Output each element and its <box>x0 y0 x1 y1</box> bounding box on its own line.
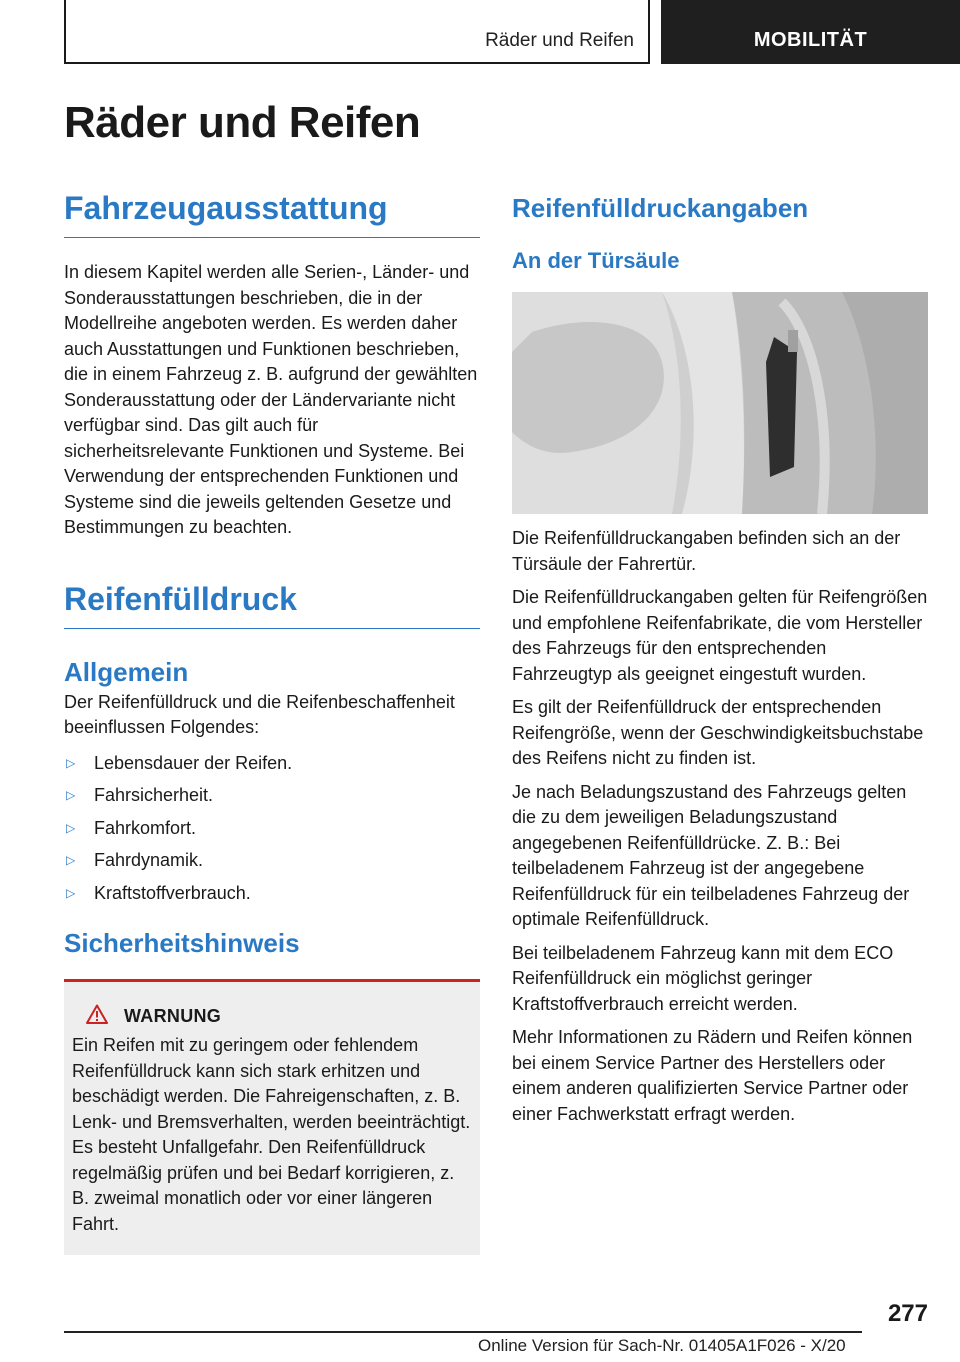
warning-triangle-icon <box>86 1004 108 1029</box>
heading-fahrzeugausstattung: Fahrzeugausstattung <box>64 190 480 238</box>
triangle-right-icon: ▷ <box>66 788 76 802</box>
allgemein-text: Der Reifenfülldruck und die Reifenbeschaffenheit beeinflussen Folgendes: <box>64 691 455 737</box>
warning-header <box>72 1004 472 1029</box>
warning-text: Ein Reifen mit zu geringem oder fehlendem Reifenfülldruck kann sich stark erhitzen und beschädigt werden. Die Fahreigenschaften, z. B. Lenk- und Bremsverhalten, werden beeinträchtigt. Es besteht Unfallgefahr. Den Reifenfülldruck regelmäßig prüfen und bei Bedarf korrigieren, z. B. zweimal monatlich oder vor einer längeren Fahrt. <box>72 1035 471 1234</box>
triangle-right-icon: ▷ <box>66 755 76 770</box>
list-item: ▷ Lebensdauer der Reifen. <box>64 751 480 777</box>
paragraph: Mehr Informationen zu Rädern und Reifen können bei einem Service Partner des Herstellers oder einem anderen qualifizierten Service Partner oder einer Fachwerkstatt erfragt werden. <box>512 1027 913 1124</box>
heading-reifenfuelldruck: Reifenfülldruck <box>64 581 480 629</box>
fahrzeugausstattung-text: In diesem Kapitel werden alle Serien-, Länder- und Sonderausstattungen beschrieben, die in der Modellreihe angeboten werden. Es werden daher auch Ausstattungen und Funktionen beschrieben, die in einem Fahrzeug z. B. aufgrund der gewählten Sonderausstattung oder der Ländervariante nicht verfügbar sind. Das gilt auch für sicherheitsrelevante Funktionen und Systeme. Bei Verwendung der entsprechenden Funktionen und Systeme sind die jeweils geltenden Gesetze und Bestimmungen zu beachten. <box>64 262 478 537</box>
paragraph: Bei teilbeladenem Fahrzeug kann mit dem ECO Reifenfülldruck ein möglichst geringer Kraftstoffverbrauch erreicht werden. <box>512 942 894 1014</box>
page-title: Räder und Reifen <box>64 98 421 147</box>
list-item: ▷ Fahrkomfort. <box>64 816 480 842</box>
page-number: 277 <box>887 1300 928 1327</box>
warning-title: WARNUNG <box>124 1006 222 1026</box>
door-pillar-photo <box>512 292 928 514</box>
paragraph: Die Reifenfülldruckangaben befinden sich an der Türsäule der Fahrertür. <box>512 528 901 574</box>
door-pillar-illustration <box>512 292 928 514</box>
list-item: ▷ Kraftstoffverbrauch. <box>64 881 480 907</box>
bullet-list <box>64 751 480 907</box>
paragraph: Es gilt der Reifenfülldruck der entsprechenden Reifengröße, wenn der Geschwindigkeitsbuchstabe des Reifens nicht zu finden ist. <box>512 697 924 768</box>
header-section-tab <box>661 0 960 64</box>
right-column <box>512 190 928 1127</box>
heading-an-der-tuersaeule: An der Türsäule <box>512 248 680 273</box>
warning-box <box>64 979 480 1255</box>
paragraph: Je nach Beladungszustand des Fahrzeugs gelten die zu dem jeweiligen Beladungszustand angegebenen Reifenfülldrücke. Z. B.: Bei teilbeladenem Fahrzeug ist der angegebene Reifenfülldruck für ein teilbeladenes Fahrzeug der optimale Reifenfülldruck. <box>512 781 910 929</box>
triangle-right-icon: ▷ <box>66 853 76 867</box>
section-label: MOBILITÄT <box>753 29 868 51</box>
heading-reifenfuelldruckangaben: Reifenfülldruckangaben <box>512 193 809 223</box>
left-column <box>64 190 480 1255</box>
chapter-title: Räder und Reifen <box>485 30 634 51</box>
online-version-label: Online Version für Sach-Nr. 01405A1F026 - X/20 <box>478 1336 846 1355</box>
header-chapter-box <box>64 0 650 64</box>
footer-divider <box>64 1331 862 1333</box>
triangle-right-icon: ▷ <box>66 885 76 900</box>
heading-allgemein: Allgemein <box>64 656 189 687</box>
triangle-right-icon: ▷ <box>66 820 76 835</box>
heading-sicherheitshinweis: Sicherheitshinweis <box>64 928 300 958</box>
list-item: ▷ Fahrdynamik. <box>64 848 480 874</box>
list-item: ▷ Fahrsicherheit. <box>64 783 480 809</box>
paragraph: Die Reifenfülldruckangaben gelten für Reifengrößen und empfohlene Reifenfabrikate, die vom Hersteller des Fahrzeugs für den entsprechenden Fahrzeugtyp als geeignet eingestuft wurden. <box>512 587 928 684</box>
